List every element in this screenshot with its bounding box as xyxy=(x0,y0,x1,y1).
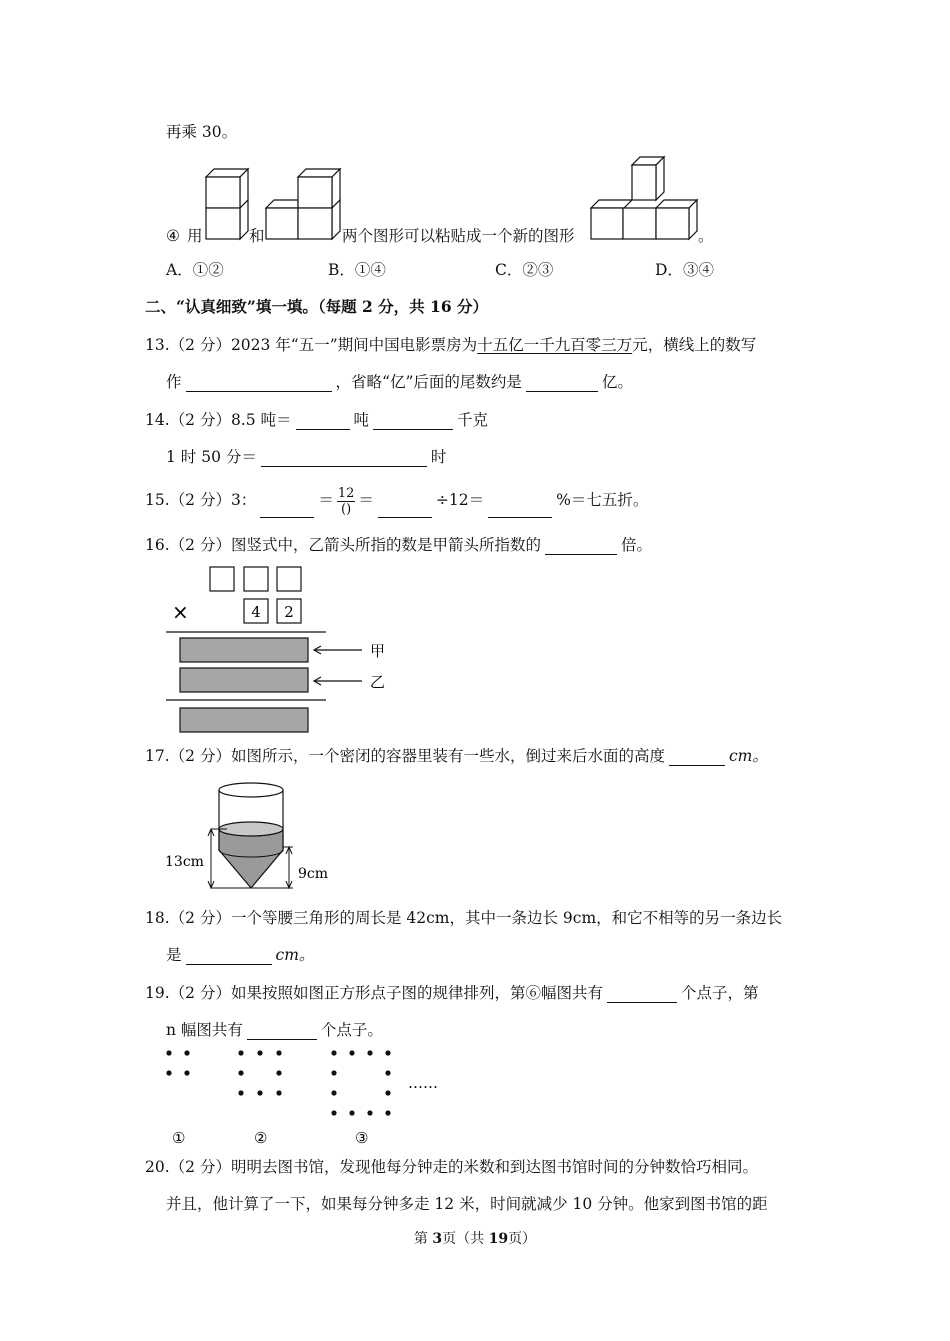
digit-4: 4 xyxy=(251,603,261,621)
dot-pattern-3 xyxy=(331,1050,390,1115)
q12-text-and: 和 xyxy=(249,227,265,245)
intro-text: 再乘 30。 xyxy=(166,123,238,141)
pattern-label-2: ② xyxy=(254,1129,268,1147)
pattern-label-3: ③ xyxy=(355,1129,369,1147)
q13-line1: 13.（2 分）2023 年“五一”期间中国电影票房为十五亿一千九百零三万元，横线上的数写 xyxy=(145,336,757,354)
q19-dot-patterns xyxy=(160,1044,460,1149)
q15-fraction: $\frac{12}{()}$ xyxy=(337,485,355,517)
q12-text-mid: 两个图形可以粘贴成一个新的图形 xyxy=(342,227,575,245)
digit-box-blank[interactable] xyxy=(244,567,268,591)
q15-blank-2[interactable] xyxy=(378,501,432,518)
q17-line: 17.（2 分）如图所示，一个密闭的容器里装有一些水，倒过来后水面的高度 cm。 xyxy=(145,747,768,765)
digit-box-blank[interactable] xyxy=(277,567,301,591)
q18-line1: 18.（2 分）一个等腰三角形的周长是 42cm，其中一条边长 9cm，和它不相等的另一条边长 xyxy=(145,909,783,927)
q12-option-b[interactable]: B．①④ xyxy=(328,261,386,279)
q18-blank[interactable] xyxy=(186,948,272,965)
label-9cm: 9cm xyxy=(298,866,329,882)
q12-option-a[interactable]: A．①② xyxy=(166,261,224,279)
pattern-label-1: ① xyxy=(172,1129,186,1147)
q19-blank-1[interactable] xyxy=(607,986,677,1003)
digit-box-blank[interactable] xyxy=(210,567,234,591)
digit-2: 2 xyxy=(284,603,294,621)
product-bar-yi xyxy=(180,668,308,692)
q19-line2: n 幅图共有 个点子。 xyxy=(166,1021,383,1039)
q15-line: 15.（2 分）3： ＝ $\frac{12}{()}$ ＝ ÷12＝ %＝七五折。 xyxy=(145,485,649,517)
q13-underlined-number: 十五亿一千九百零三万 xyxy=(477,336,633,354)
ellipsis: …… xyxy=(408,1074,438,1092)
dot-pattern-1 xyxy=(166,1050,189,1075)
q13-line2: 作 ，省略“亿”后面的尾数约是 亿。 xyxy=(166,373,633,391)
label-13cm: 13cm xyxy=(165,854,204,870)
page-total: 19 xyxy=(488,1231,509,1247)
cube-figure-2 xyxy=(265,168,341,242)
q12-option-c[interactable]: C．②③ xyxy=(495,261,554,279)
cube-figure-result xyxy=(590,156,698,242)
dot-pattern-2 xyxy=(238,1050,281,1095)
q19-line1: 19.（2 分）如果按照如图正方形点子图的规律排列，第⑥幅图共有 个点子，第 xyxy=(145,984,759,1002)
q14-blank-3[interactable] xyxy=(261,450,427,467)
q16-blank[interactable] xyxy=(545,538,617,555)
q13-blank-1[interactable] xyxy=(186,375,332,392)
times-sign: × xyxy=(172,600,189,624)
q12-text-end: 。 xyxy=(698,227,714,245)
q13-blank-2[interactable] xyxy=(526,375,598,392)
q14-blank-1[interactable] xyxy=(296,413,350,430)
q17-blank[interactable] xyxy=(669,749,725,766)
q14-line2: 1 时 50 分＝ 时 xyxy=(166,448,447,466)
q12-circled-num: ④ xyxy=(166,227,180,245)
section2-title: 二、“认真细致”填一填。（每题 2 分，共 16 分） xyxy=(145,297,489,316)
q12-option-d[interactable]: D．③④ xyxy=(655,261,714,279)
q14-blank-2[interactable] xyxy=(373,413,453,430)
q19-blank-2[interactable] xyxy=(247,1023,317,1040)
q16-line: 16.（2 分）图竖式中，乙箭头所指的数是甲箭头所指数的 倍。 xyxy=(145,536,652,554)
q12-text-before: 用 xyxy=(187,227,203,245)
cube-figure-1 xyxy=(205,168,249,242)
q15-blank-1[interactable] xyxy=(260,501,314,518)
q16-vertical-multiplication xyxy=(160,562,400,742)
page-number: 3 xyxy=(432,1231,443,1247)
q14-line1: 14.（2 分）8.5 吨＝ 吨 千克 xyxy=(145,411,489,429)
q17-container-figure xyxy=(165,780,345,895)
arrow-yi-label: 乙 xyxy=(370,673,386,691)
q15-blank-3[interactable] xyxy=(488,501,552,518)
q18-line2: 是 cm。 xyxy=(166,946,315,964)
q20-line2: 并且，他计算了一下，如果每分钟多走 12 米，时间就减少 10 分钟。他家到图书馆的距 xyxy=(166,1195,768,1213)
arrow-jia-label: 甲 xyxy=(370,642,386,660)
sum-bar xyxy=(180,708,308,732)
q20-line1: 20.（2 分）明明去图书馆，发现他每分钟走的米数和到达图书馆时间的分钟数恰巧相同。 xyxy=(145,1158,758,1176)
page-footer: 第 3页（共 19页） xyxy=(413,1231,537,1247)
product-bar-jia xyxy=(180,638,308,662)
